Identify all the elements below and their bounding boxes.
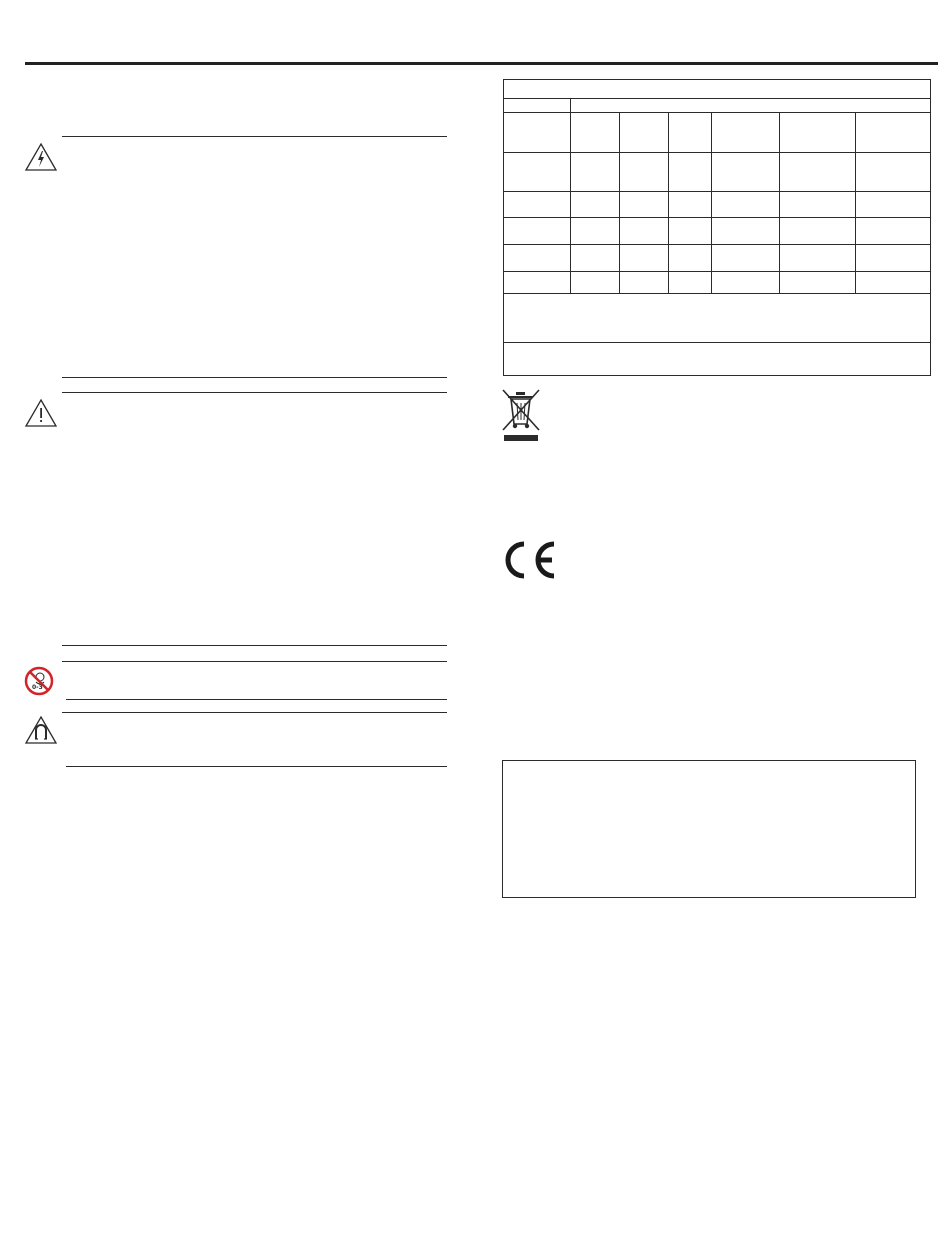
weee-crossed-out-bin-icon xyxy=(500,388,542,444)
ce-mark-icon xyxy=(500,540,558,580)
not-for-children-0-3-icon xyxy=(24,666,54,696)
hazardous-substance-table xyxy=(503,79,931,376)
table-row-line xyxy=(504,98,930,99)
table-row-line xyxy=(504,244,930,245)
magnet-warning-icon xyxy=(24,715,58,745)
electric-shock-warning-icon xyxy=(24,142,58,172)
svg-text:0-3: 0-3 xyxy=(32,684,43,691)
info-box xyxy=(502,760,916,898)
section-divider xyxy=(62,377,447,378)
table-row-line xyxy=(504,112,930,113)
section-divider xyxy=(62,712,447,713)
table-col-line xyxy=(570,98,571,294)
section-divider xyxy=(66,699,447,700)
section-divider xyxy=(62,392,447,393)
table-row-line xyxy=(504,293,930,294)
section-divider xyxy=(62,645,447,646)
table-col-line xyxy=(711,112,712,294)
table-row-line xyxy=(504,217,930,218)
table-row-line xyxy=(504,271,930,272)
table-row-line xyxy=(504,191,930,192)
general-warning-icon xyxy=(24,398,58,428)
section-divider xyxy=(62,661,447,662)
header-rule xyxy=(25,62,938,65)
section-divider xyxy=(62,136,447,137)
table-col-line xyxy=(779,112,780,294)
table-col-line xyxy=(668,112,669,294)
table-row-line xyxy=(504,342,930,343)
table-col-line xyxy=(855,112,856,294)
section-divider xyxy=(66,766,447,767)
table-col-line xyxy=(619,112,620,294)
table-row-line xyxy=(504,152,930,153)
